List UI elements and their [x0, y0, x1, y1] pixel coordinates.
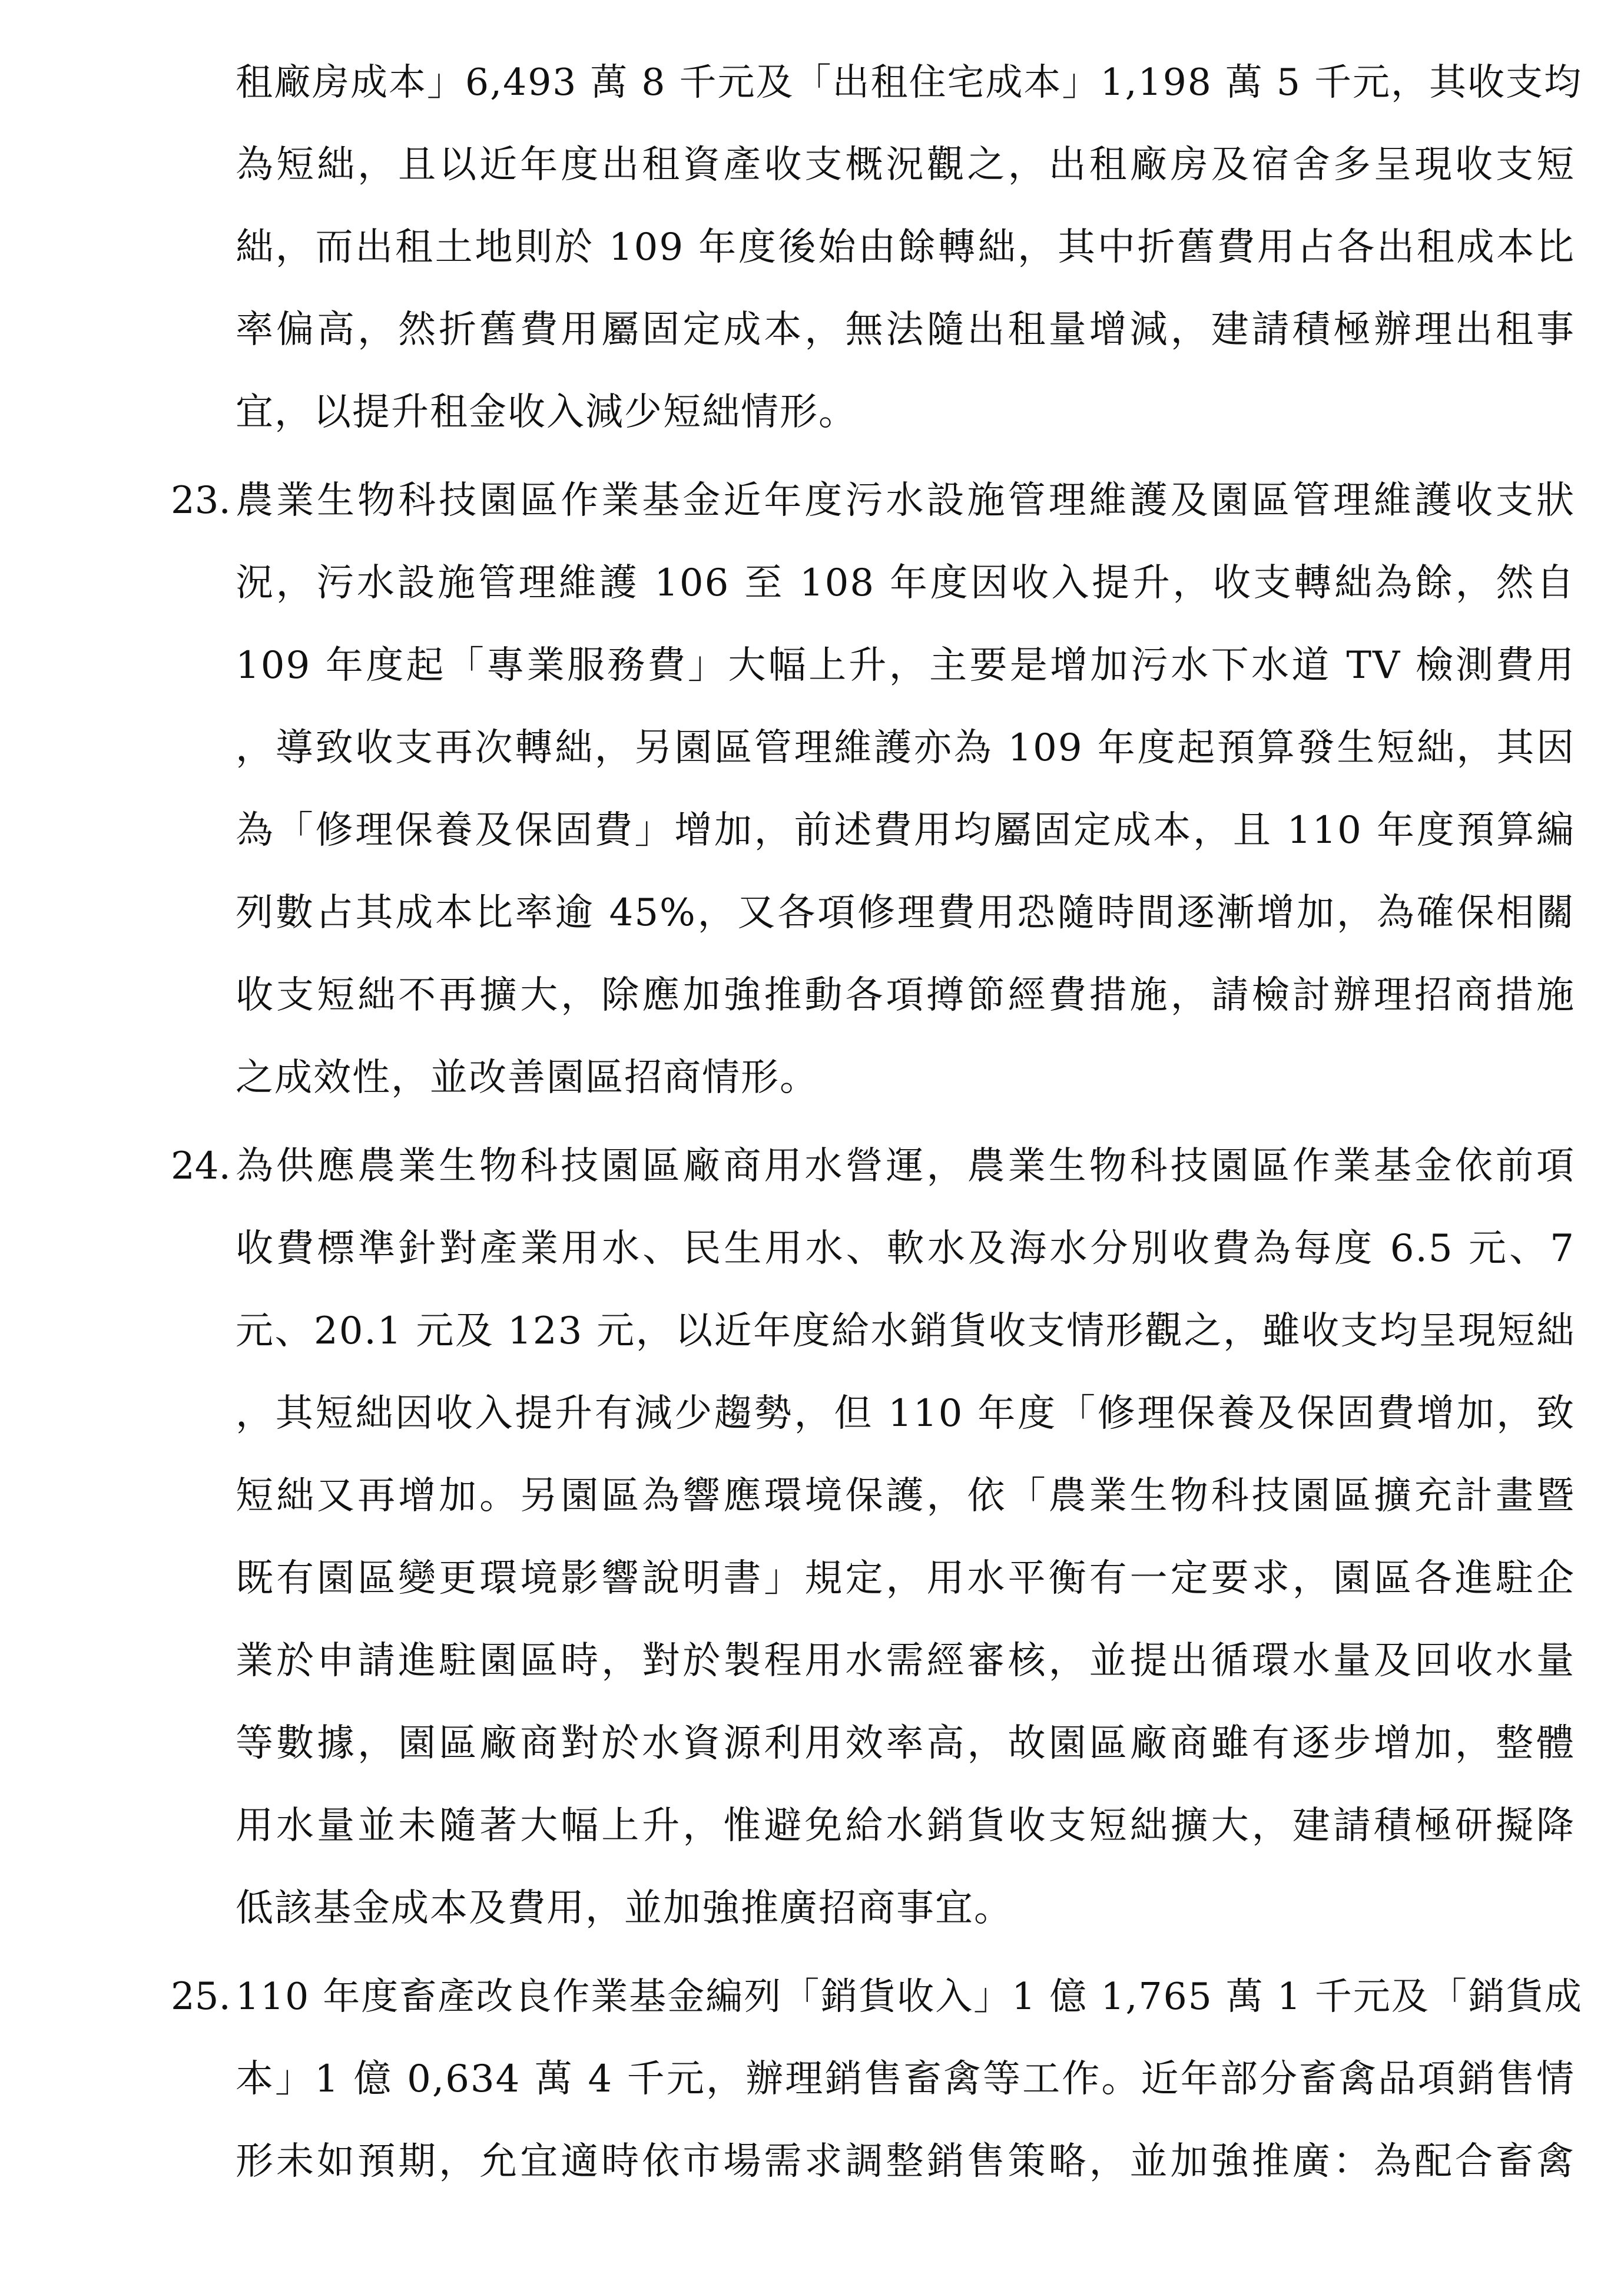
item-line: 農業生物科技園區作業基金近年度污水設施管理維護及園區管理維護收支狀 [236, 479, 1575, 522]
item-line: 元、20.1 元及 123 元，以近年度給水銷貨收支情形觀之，雖收支均呈現短絀 [236, 1309, 1575, 1353]
item-line: 為供應農業生物科技園區廠商用水營運，農業生物科技園區作業基金依前項 [236, 1144, 1575, 1188]
item-line: 之成效性，並改善園區招商情形。 [236, 1056, 818, 1100]
item-line: 形未如預期，允宜適時依市場需求調整銷售策略，並加強推廣：為配合畜禽 [236, 2140, 1575, 2183]
item-line: 列數占其成本比率逾 45%，又各項修理費用恐隨時間逐漸增加，為確保相關 [236, 891, 1575, 935]
item-line: 110 年度畜產改良作業基金編列「銷貨收入」1 億 1,765 萬 1 千元及「銷貨成 [236, 1975, 1583, 2018]
item-line: 低該基金成本及費用，並加強推廣招商事宜。 [236, 1887, 1013, 1930]
item-number: 24. [171, 1144, 231, 1188]
paragraph-line: 宜，以提升租金收入減少短絀情形。 [236, 391, 857, 434]
paragraph-line: 率偏高，然折舊費用屬固定成本，無法隨出租量增減，建請積極辦理出租事 [236, 308, 1575, 352]
item-line: 短絀又再增加。另園區為響應環境保護，依「農業生物科技園區擴充計畫暨 [236, 1474, 1575, 1518]
item-line: 109 年度起「專業服務費」大幅上升，主要是增加污水下水道 TV 檢測費用 [236, 644, 1575, 687]
item-number: 25. [171, 1975, 231, 2018]
item-number: 23. [171, 479, 231, 522]
item-line: 為「修理保養及保固費」增加，前述費用均屬固定成本，且 110 年度預算編 [236, 809, 1575, 852]
item-line: ，其短絀因收入提升有減少趨勢，但 110 年度「修理保養及保固費增加，致 [236, 1392, 1575, 1435]
item-line: 收支短絀不再擴大，除應加強推動各項撙節經費措施，請檢討辦理招商措施 [236, 974, 1575, 1017]
item-line: 況，污水設施管理維護 106 至 108 年度因收入提升，收支轉絀為餘，然自 [236, 561, 1575, 605]
paragraph-line: 租廠房成本」6,493 萬 8 千元及「出租住宅成本」1,198 萬 5 千元，其收支均 [236, 61, 1583, 104]
paragraph-line: 為短絀，且以近年度出租資產收支概況觀之，出租廠房及宿舍多呈現收支短 [236, 143, 1575, 187]
item-line: 業於申請進駐園區時，對於製程用水需經審核，並提出循環水量及回收水量 [236, 1639, 1575, 1683]
item-line: ，導致收支再次轉絀，另園區管理維護亦為 109 年度起預算發生短絀，其因 [236, 726, 1575, 770]
item-line: 用水量並未隨著大幅上升，惟避免給水銷貨收支短絀擴大，建請積極研擬降 [236, 1804, 1575, 1848]
item-line: 等數據，園區廠商對於水資源利用效率高，故園區廠商雖有逐步增加，整體 [236, 1722, 1575, 1765]
item-line: 本」1 億 0,634 萬 4 千元，辦理銷售畜禽等工作。近年部分畜禽品項銷售情 [236, 2057, 1575, 2101]
item-line: 既有園區變更環境影響說明書」規定，用水平衡有一定要求，園區各進駐企 [236, 1557, 1575, 1600]
item-line: 收費標準針對產業用水、民生用水、軟水及海水分別收費為每度 6.5 元、7 [236, 1227, 1575, 1270]
paragraph-line: 絀，而出租土地則於 109 年度後始由餘轉絀，其中折舊費用占各出租成本比 [236, 226, 1575, 269]
